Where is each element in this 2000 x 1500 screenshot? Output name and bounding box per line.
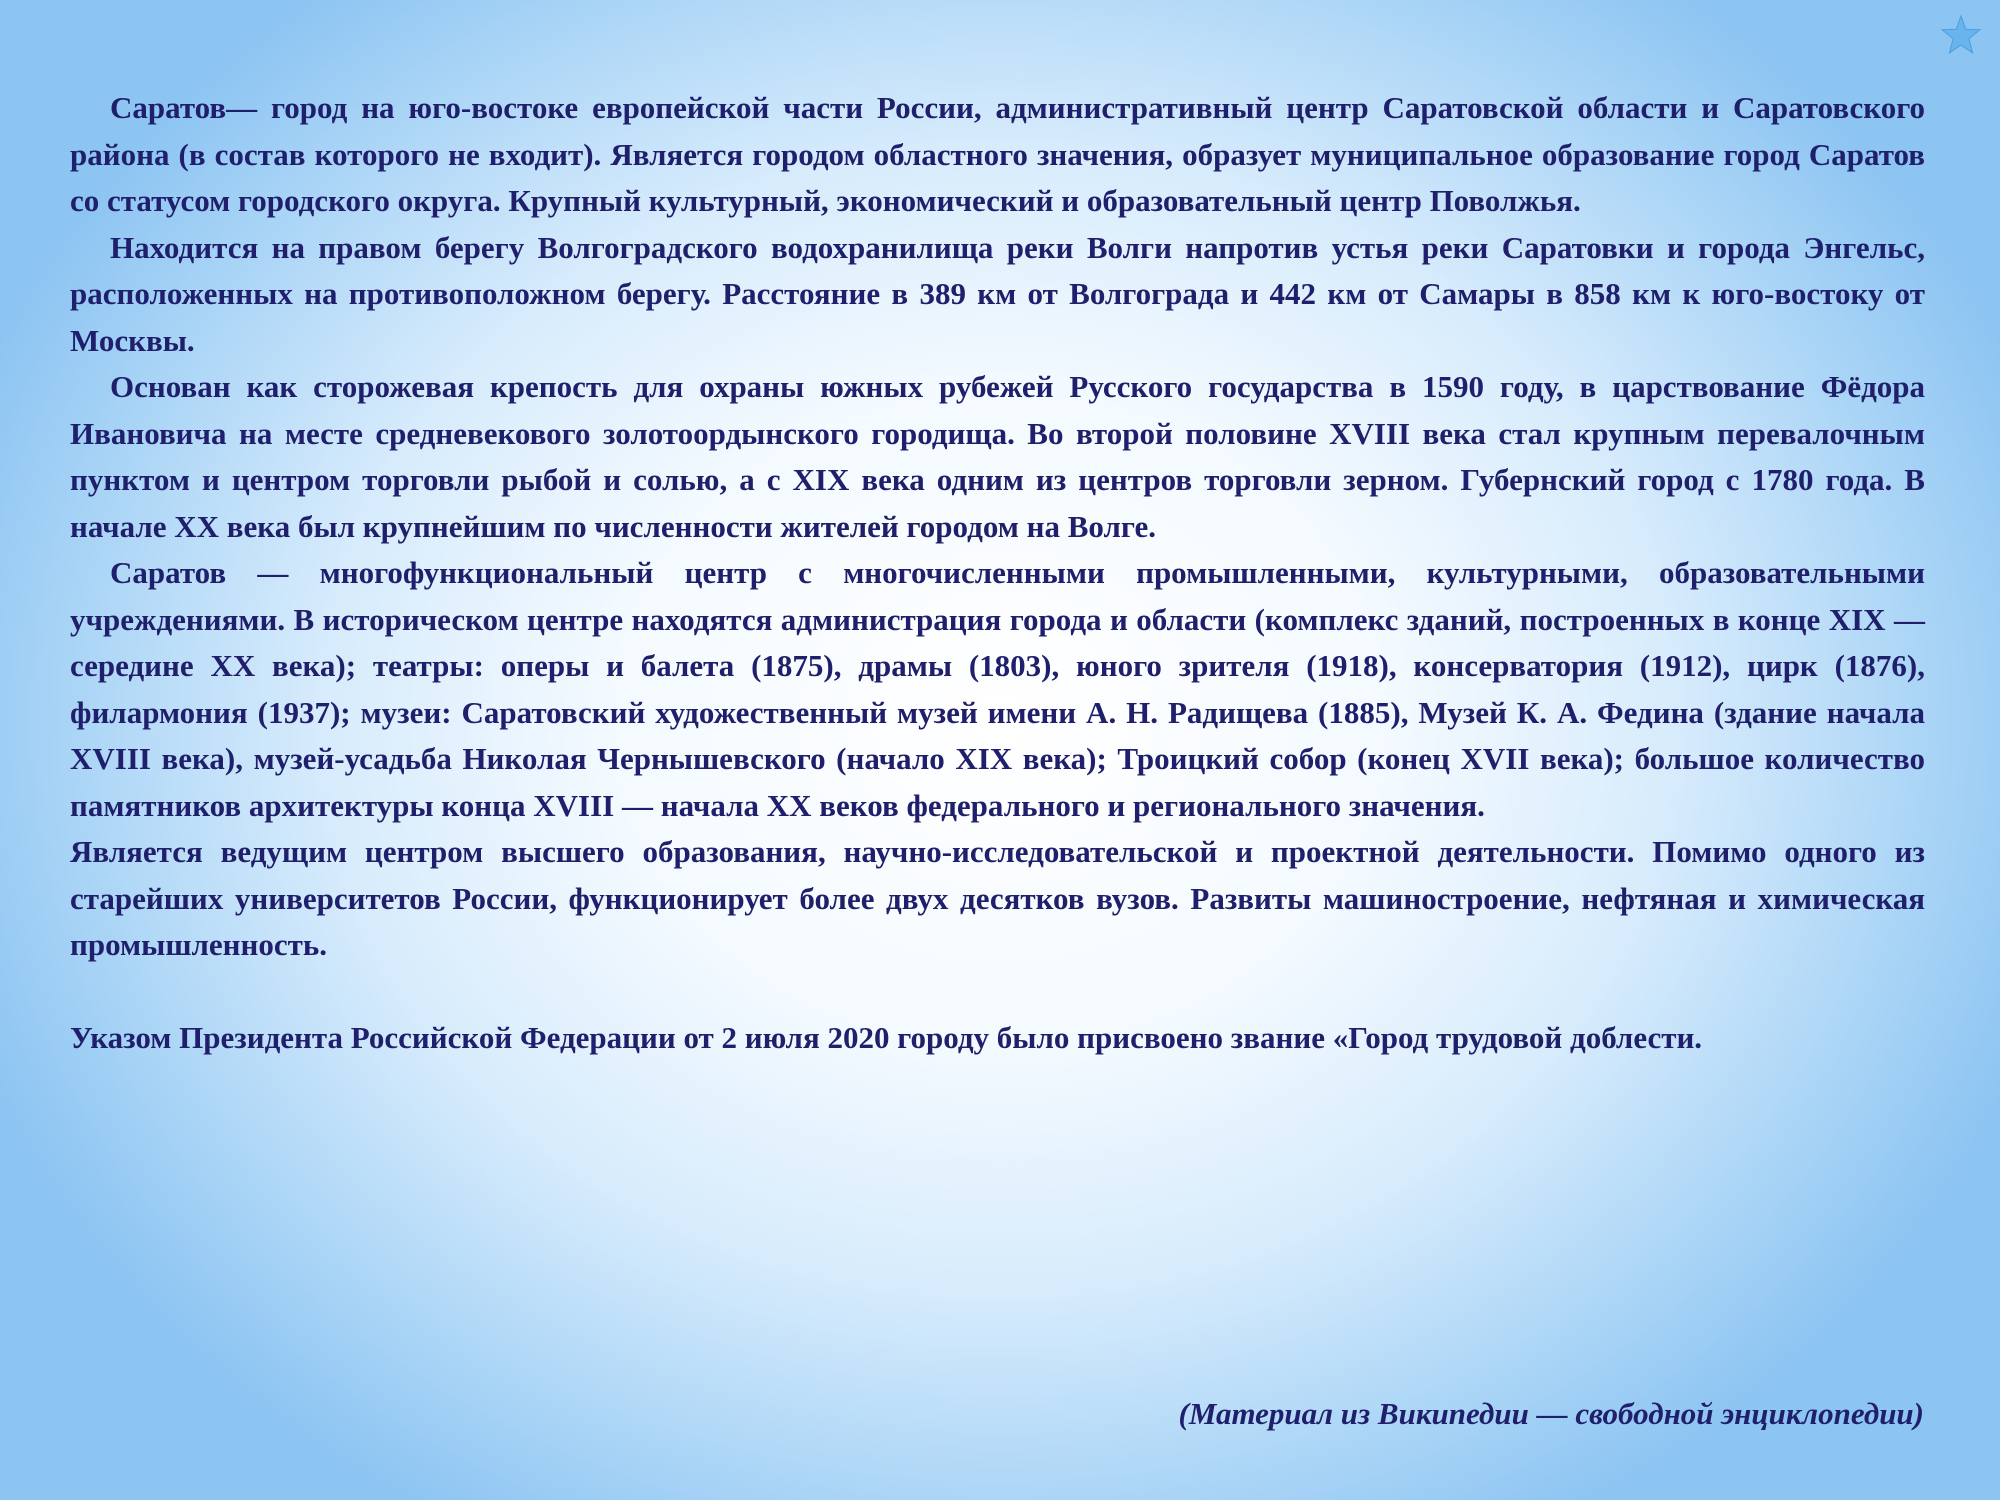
paragraph-gap — [70, 969, 1925, 1016]
paragraph-intro: Саратов— город на юго-востоке европейской части России, административный центр Саратовской области и Саратовского района (в состав которого не входит). Является городом областного значения, образует муниципальное образование город Саратов со статусом городского округа. Крупный культурный, экономический и образовательный центр Поволжья. — [70, 90, 1925, 218]
paragraph-culture: Саратов — многофункциональный центр с многочисленными промышленными, культурными, образовательными учреждениями. В историческом центре находятся администрация города и области (комплекс зданий, построенных в конце XIX — середине XX века); театры: оперы и балета (1875), драмы (1803), юного зрителя (1918), консерватория (1912), цирк (1876), филармония (1937); музеи: Саратовский художественный музей имени А. Н. Радищева (1885), Музей К. А. Федина (здание начала XVIII века), музей-усадьба Николая Чернышевского (начало XIX века); Троицкий собор (конец XVII века); большое количество памятников архитектуры конца XVIII — начала XX веков федерального и регионального значения. — [70, 555, 1925, 823]
star-icon — [1940, 14, 1982, 56]
paragraph-history: Основан как сторожевая крепость для охраны южных рубежей Русского государства в 1590 году, в царствование Фёдора Ивановича на месте средневекового золотоордынского городища. Во второй половине XVIII века стал крупным перевалочным пунктом и центром торговли рыбой и солью, а с XIX века одним из центров торговли зерном. Губернский город с 1780 года. В начале XX века был крупнейшим по численности жителей городом на Волге. — [70, 369, 1925, 544]
paragraph-location: Находится на правом берегу Волгоградского водохранилища реки Волги напротив устья реки Саратовки и города Энгельс, расположенных на противоположном берегу. Расстояние в 389 км от Волгограда и 442 км от Самары в 858 км к юго-востоку от Москвы. — [70, 229, 1925, 358]
paragraph-decree: Указом Президента Российской Федерации от 2 июля 2020 городу было присвоено звание «Город трудовой доблести. — [70, 1020, 1703, 1055]
source-citation: (Материал из Википедии — свободной энциклопедии) — [1178, 1396, 1924, 1431]
paragraph-education: Является ведущим центром высшего образования, научно-исследовательской и проектной деятельности. Помимо одного из старейших университетов России, функционирует более двух десятков вузов. Развиты машиностроение, нефтяная и химическая промышленность. — [70, 834, 1925, 962]
article-text — [70, 85, 1925, 1062]
